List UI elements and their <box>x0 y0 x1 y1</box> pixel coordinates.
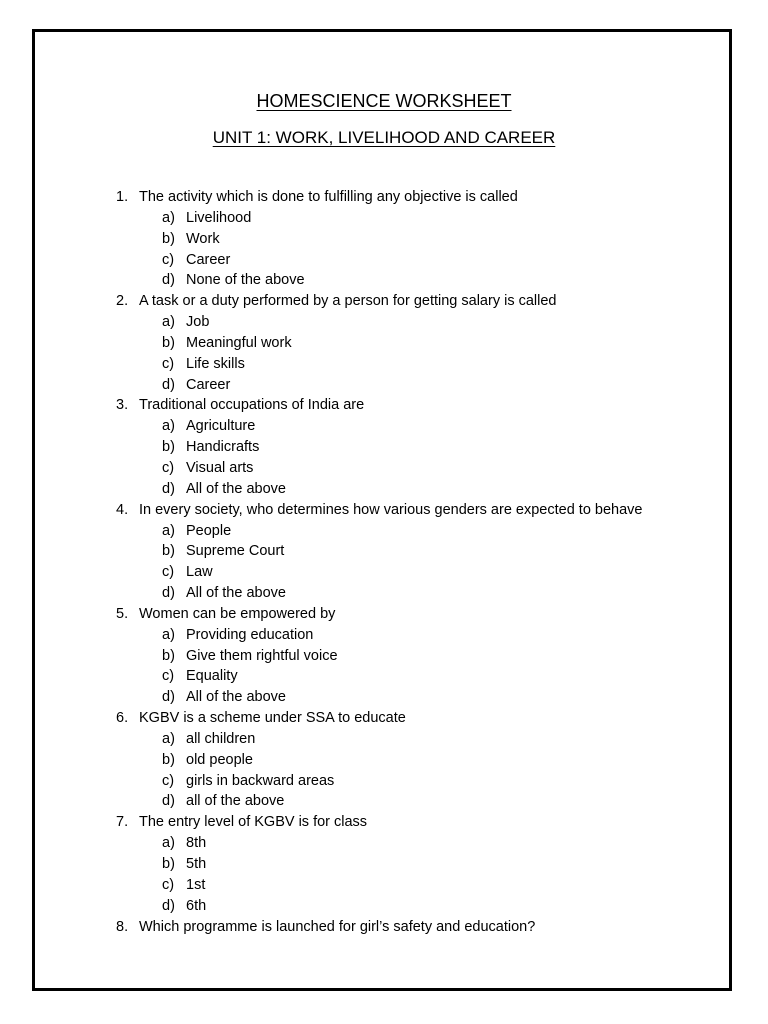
option-letter: b) <box>162 751 175 768</box>
option-text: Livelihood <box>186 209 252 226</box>
option-item <box>0 250 768 271</box>
option-text: Supreme Court <box>186 543 285 560</box>
option-text: Providing education <box>186 626 314 643</box>
question-row <box>0 291 768 312</box>
option-item <box>0 208 768 229</box>
option-letter: a) <box>162 835 175 852</box>
option-item <box>0 625 768 646</box>
option-letter: d) <box>162 689 175 706</box>
question-row <box>0 604 768 625</box>
option-text: Job <box>186 314 210 331</box>
question-2 <box>0 291 768 395</box>
option-item <box>0 333 768 354</box>
option-item <box>0 354 768 375</box>
option-letter: b) <box>162 543 175 560</box>
option-item <box>0 416 768 437</box>
option-item <box>0 875 768 896</box>
option-item <box>0 896 768 917</box>
question-text: Traditional occupations of India are <box>139 397 365 414</box>
option-list <box>0 416 768 499</box>
option-letter: b) <box>162 856 175 872</box>
option-letter: c) <box>162 564 175 581</box>
option-text: Career <box>186 376 231 393</box>
question-4 <box>0 500 768 604</box>
option-text: Meaningful work <box>186 334 292 351</box>
option-item <box>0 791 768 812</box>
question-list <box>0 187 768 937</box>
option-text: all children <box>186 730 256 747</box>
option-text: 8th <box>186 835 207 852</box>
question-number: 3. <box>116 397 129 414</box>
question-text: A task or a duty performed by a person for getting salary is called <box>139 293 557 310</box>
option-item <box>0 375 768 396</box>
option-list <box>0 208 768 291</box>
question-row <box>0 812 768 833</box>
option-text: Handicrafts <box>186 439 260 456</box>
option-text: all of the above <box>186 793 285 810</box>
option-list <box>0 521 768 604</box>
option-letter: d) <box>162 793 175 810</box>
option-letter: b) <box>162 230 175 247</box>
option-text: Agriculture <box>186 418 256 435</box>
option-item <box>0 854 768 875</box>
option-text: All of the above <box>186 480 286 497</box>
option-item <box>0 437 768 458</box>
option-item <box>0 833 768 854</box>
option-text: girls in backward areas <box>186 772 335 789</box>
question-text: KGBV is a scheme under SSA to educate <box>139 710 406 727</box>
option-letter: a) <box>162 314 175 331</box>
option-text: Life skills <box>186 355 245 372</box>
question-7 <box>0 812 768 916</box>
question-3 <box>0 395 768 499</box>
option-list <box>0 729 768 812</box>
option-text: None of the above <box>186 272 305 289</box>
option-text: old people <box>186 751 253 768</box>
option-text: 6th <box>186 897 207 914</box>
option-letter: a) <box>162 418 175 435</box>
option-text: All of the above <box>186 689 286 706</box>
question-number: 1. <box>116 189 129 205</box>
question-text: Which programme is launched for girl’s safety and education? <box>139 918 536 935</box>
unit-heading: UNIT 1: WORK, LIVELIHOOD AND CAREER <box>212 128 556 147</box>
option-letter: b) <box>162 439 175 456</box>
option-text: 5th <box>186 856 207 872</box>
option-item <box>0 562 768 583</box>
option-letter: c) <box>162 459 175 476</box>
option-letter: c) <box>162 251 175 268</box>
option-item <box>0 666 768 687</box>
question-text: The activity which is done to fulfilling any objective is called <box>139 189 518 205</box>
question-row <box>0 395 768 416</box>
question-row <box>0 917 768 938</box>
option-item <box>0 541 768 562</box>
question-number: 7. <box>116 814 129 831</box>
option-item <box>0 229 768 250</box>
option-item <box>0 750 768 771</box>
question-row <box>0 187 768 208</box>
option-text: Give them rightful voice <box>186 647 338 664</box>
option-text: Work <box>186 230 220 247</box>
option-item <box>0 729 768 750</box>
option-letter: d) <box>162 585 175 602</box>
option-letter: d) <box>162 376 175 393</box>
question-number: 4. <box>116 501 129 518</box>
option-letter: d) <box>162 480 175 497</box>
option-letter: a) <box>162 730 175 747</box>
option-letter: c) <box>162 876 175 893</box>
question-8 <box>0 917 768 938</box>
question-row <box>0 500 768 521</box>
option-item <box>0 270 768 291</box>
option-letter: d) <box>162 272 175 289</box>
question-1 <box>0 187 768 291</box>
option-list <box>0 625 768 708</box>
question-text: The entry level of KGBV is for class <box>139 814 368 831</box>
question-text: In every society, who determines how various genders are expected to behave <box>139 501 643 518</box>
option-item <box>0 646 768 667</box>
option-letter: b) <box>162 334 175 351</box>
option-item <box>0 479 768 500</box>
question-row <box>0 708 768 729</box>
option-letter: c) <box>162 668 175 685</box>
worksheet-title: HOMESCIENCE WORKSHEET <box>256 91 512 111</box>
option-letter: c) <box>162 772 175 789</box>
option-item <box>0 687 768 708</box>
question-number: 2. <box>116 293 129 310</box>
option-text: Equality <box>186 668 238 685</box>
option-text: All of the above <box>186 585 286 602</box>
option-item <box>0 521 768 542</box>
question-number: 5. <box>116 605 129 622</box>
option-item <box>0 458 768 479</box>
question-number: 6. <box>116 710 129 727</box>
option-text: 1st <box>186 876 206 893</box>
option-list <box>0 833 768 916</box>
question-number: 8. <box>116 918 129 935</box>
question-5 <box>0 604 768 708</box>
option-text: Career <box>186 251 231 268</box>
option-text: Law <box>186 564 213 581</box>
option-item <box>0 583 768 604</box>
option-item <box>0 771 768 792</box>
question-text: Women can be empowered by <box>139 605 336 622</box>
option-letter: c) <box>162 355 175 372</box>
option-text: People <box>186 522 232 539</box>
option-letter: a) <box>162 209 175 226</box>
option-letter: a) <box>162 626 175 643</box>
option-text: Visual arts <box>186 459 254 476</box>
question-6 <box>0 708 768 812</box>
option-letter: b) <box>162 647 175 664</box>
option-list <box>0 312 768 395</box>
option-letter: d) <box>162 897 175 914</box>
option-letter: a) <box>162 522 175 539</box>
option-item <box>0 312 768 333</box>
